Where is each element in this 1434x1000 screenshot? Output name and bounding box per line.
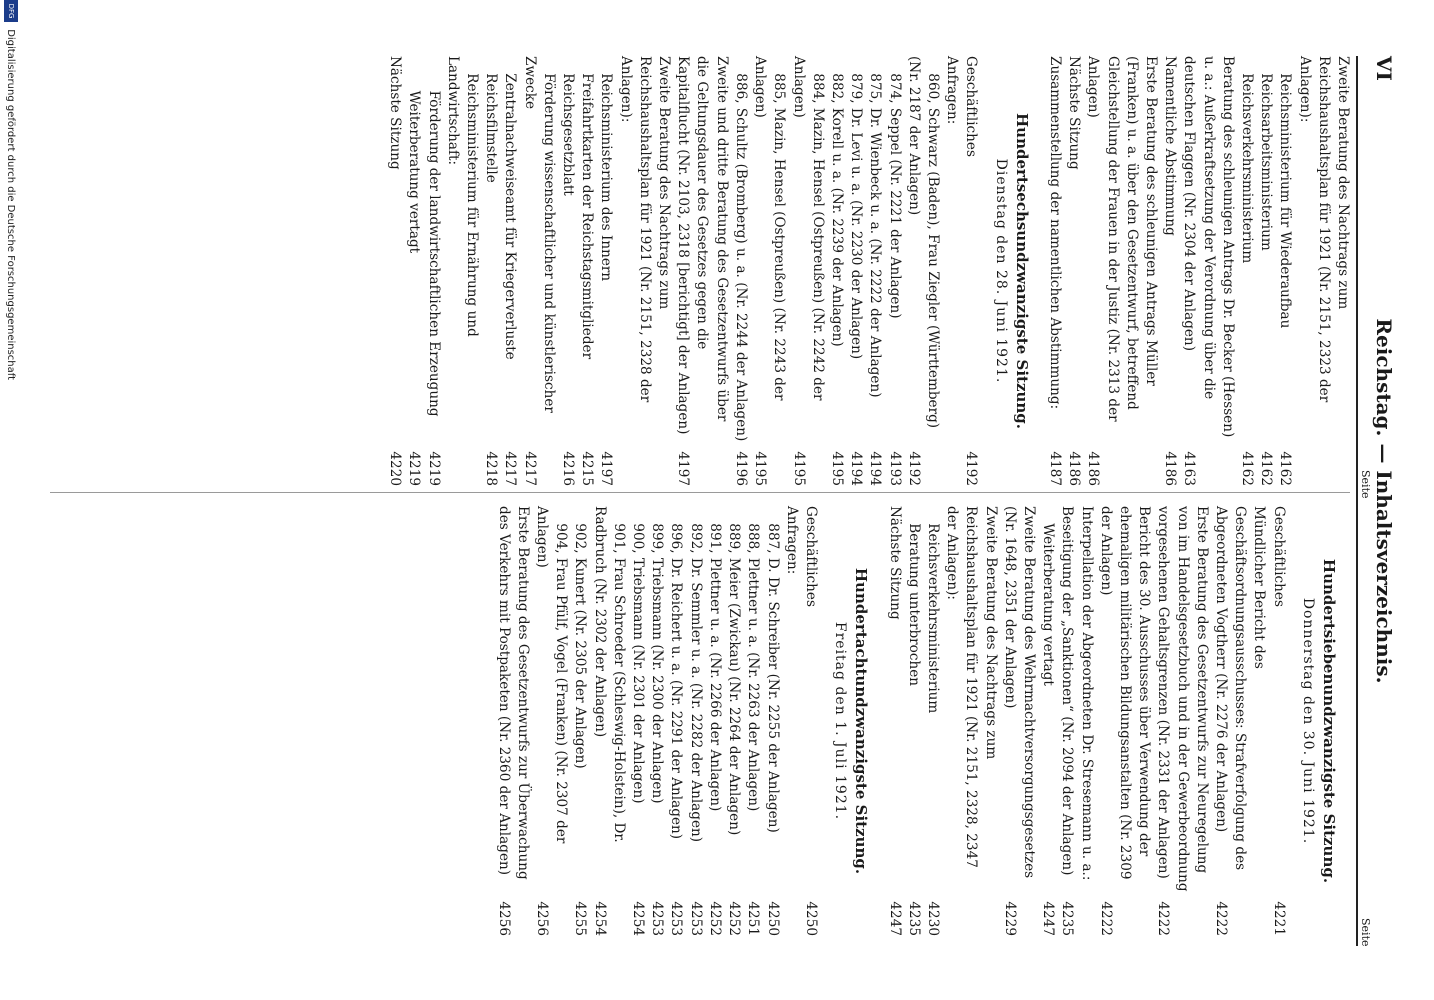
toc-page-number: 4218 xyxy=(483,451,500,486)
toc-entry xyxy=(577,56,596,486)
toc-entry-text: Zweite Beratung des Nachtrags zum Reichshaushaltsplan für 1921 (Nr. 2151, 2328, 2347 der Anlagen): xyxy=(944,506,999,873)
toc-entry-text: Förderung der landwirtschaftlichen Erzeugung xyxy=(425,56,442,417)
toc-entry xyxy=(1057,506,1095,936)
toc-entry xyxy=(673,56,731,486)
toc-page-number: 4229 xyxy=(1001,901,1018,936)
toc-page-number: 4192 xyxy=(905,451,922,486)
toc-page-number: 4217 xyxy=(502,451,519,486)
toc-entry-text: Geschäftliches xyxy=(963,56,980,157)
toc-page-number: 4222 xyxy=(1212,901,1229,936)
toc-entry xyxy=(423,56,442,486)
toc-entry-text: 889, Meier (Zwickau) (Nr. 2264 der Anlagen) xyxy=(726,506,743,836)
toc-entry-text: Reichsarbeitsministerium xyxy=(1258,56,1275,251)
toc-entry-text: 886, Schultz (Bromberg) u. a. (Nr. 2244 der Anlagen) xyxy=(732,56,749,442)
toc-entry xyxy=(1275,56,1294,486)
toc-entry-text: Geschäftliches xyxy=(802,506,819,607)
session-heading: Hundertsechsundzwanzigste Sitzung. xyxy=(1012,112,1031,430)
toc-entry-text: Geschäftliches xyxy=(1270,506,1287,607)
toc-entry-text: Reichsfilmstelle xyxy=(483,56,500,183)
toc-page-number: 4247 xyxy=(886,901,903,936)
toc-entry xyxy=(750,56,788,486)
toc-page-number: 4235 xyxy=(1059,901,1076,936)
toc-entry xyxy=(801,506,820,936)
toc-page-number: 4254 xyxy=(591,901,608,936)
toc-entry xyxy=(532,506,570,936)
toc-entry xyxy=(923,506,942,936)
toc-page-number: 4215 xyxy=(579,451,596,486)
toc-entry-text: Nächste Sitzung xyxy=(886,506,903,620)
toc-page-number: 4247 xyxy=(1040,901,1057,936)
toc-page-number: 4251 xyxy=(745,901,762,936)
toc-entry-text: Weiterberatung vertagt xyxy=(406,56,423,254)
toc-page-number: 4256 xyxy=(495,901,512,936)
toc-entry xyxy=(1045,56,1064,486)
toc-entry-text: Beratung des schleunigen Antrags Dr. Becker (Hessen) u. a.: Außerkraftsetzung der Verordnung über die deutschen Flaggen (Nr. 2304 der Anlagen) xyxy=(1181,56,1236,442)
toc-entry xyxy=(884,56,903,486)
toc-entry-text: Namentliche Abstimmung xyxy=(1162,56,1179,236)
digitization-footer xyxy=(4,0,18,1000)
toc-entry-text: Anfragen: xyxy=(783,506,800,575)
toc-entry xyxy=(1064,56,1083,486)
toc-entry xyxy=(762,506,781,936)
toc-entry-text: Weiterberatung vertagt xyxy=(1040,506,1057,686)
toc-entry-text: Reichsverkehrsministerium xyxy=(1238,56,1255,264)
toc-entry-text: Beratung unterbrochen xyxy=(905,506,922,686)
toc-entry-text: 900, Triebsmann (Nr. 2301 der Anlagen) xyxy=(630,506,647,804)
toc-entry xyxy=(1083,56,1160,486)
toc-entry xyxy=(1096,506,1154,936)
toc-entry-text: Reichsgesetzblatt xyxy=(560,56,577,196)
toc-entry-text: 904, Frau Pfülf, Vogel (Franken) (Nr. 2307 der Anlagen) xyxy=(534,506,570,848)
toc-entry xyxy=(500,56,519,486)
toc-entry-text: 888, Plettner u. a. (Nr. 2263 der Anlagen) xyxy=(745,506,762,812)
session-date: Freitag den 1. Juli 1921. xyxy=(832,621,849,821)
toc-entry xyxy=(1160,56,1179,486)
toc-entry-text: Nächste Sitzung xyxy=(1066,56,1083,170)
toc-entry xyxy=(1294,56,1352,486)
toc-entry-text: Mündlicher Bericht des Geschäftsordnungsausschusses: Strafverfolgung des Abgeordneten Vogtherr (Nr. 2276 der Anlagen) xyxy=(1212,506,1268,875)
toc-entry xyxy=(647,506,666,936)
toc-page-number: 4253 xyxy=(668,901,685,936)
dfg-logo: DFG xyxy=(4,0,18,22)
toc-entry xyxy=(904,506,923,936)
toc-page-number: 4253 xyxy=(687,901,704,936)
toc-entry xyxy=(558,56,577,486)
right-column xyxy=(493,506,1352,936)
toc-entry-text: 891, Plettner u. a. (Nr. 2266 der Anlagen) xyxy=(706,506,723,812)
toc-entry-text: 879, Dr. Levi u. a. (Nr. 2230 der Anlagen) xyxy=(848,56,865,360)
toc-entry-text: Zweite Beratung des Nachtrags zum Reichshaushaltsplan für 1921 (Nr. 2151, 2323 der Anlagen): xyxy=(1296,56,1351,407)
toc-page-number: 4216 xyxy=(560,451,577,486)
toc-page-number: 4219 xyxy=(406,451,423,486)
toc-entry-text: 892, Dr. Semmler u. a. (Nr. 2282 der Anlagen) xyxy=(687,506,704,843)
toc-entry-text: Interpellation der Abgeordneten Dr. Stresemann u. a.: Beseitigung der „Sanktionen“ (Nr. 2094 der Anlagen) xyxy=(1059,506,1095,885)
toc-entry xyxy=(1153,506,1211,936)
toc-entry-text: Erste Beratung des Gesetzentwurfs zur Überwachung des Verkehrs mit Postpaketen (Nr. 2360 der Anlagen) xyxy=(495,506,531,885)
session-date: Dienstag den 28. Juni 1921. xyxy=(992,158,1009,384)
toc-entry xyxy=(666,506,685,936)
toc-entry-text: 896, Dr. Reichert u. a. (Nr. 2291 der Anlagen) xyxy=(668,506,685,840)
toc-entry-text: 885, Mazin, Hensel (Ostpreußen) (Nr. 2243 der Anlagen) xyxy=(752,56,788,405)
toc-entry-text: 887, D. Dr. Schreiber (Nr. 2255 der Anlagen) xyxy=(764,506,781,833)
toc-entry xyxy=(493,506,531,936)
toc-entry xyxy=(743,506,762,936)
toc-entry-text: 901, Frau Schroeder (Schleswig-Holstein), Dr. Radbruch (Nr. 2302 der Anlagen) xyxy=(591,506,627,848)
toc-page-number: 4221 xyxy=(1270,901,1287,936)
toc-entry-text: Zentralnachweiseamt für Kriegerverluste xyxy=(502,56,519,360)
toc-entry xyxy=(1000,506,1038,936)
toc-page-number: 4256 xyxy=(534,901,551,936)
toc-entry-text: 874, Seppel (Nr. 2221 der Anlagen) xyxy=(886,56,903,319)
session-date: Donnerstag den 30. Juni 1921. xyxy=(1299,597,1316,845)
toc-entry-text: Zweite und dritte Beratung des Gesetzentwurfs über die Geltungsdauer des Gesetzes gegen die Kapitalflucht (Nr. 2103, 2318 [berichtigt] der Anlagen) xyxy=(675,56,730,435)
page-number: VI xyxy=(1372,56,1396,81)
toc-entry xyxy=(589,506,627,936)
toc-page-number: 4252 xyxy=(726,901,743,936)
toc-entry-text: Zusammenstellung der namentlichen Abstimmung: xyxy=(1046,56,1063,410)
toc-page-number: 4186 xyxy=(1085,451,1102,486)
toc-entry xyxy=(385,56,404,486)
toc-entry xyxy=(846,56,865,486)
toc-page-number: 4252 xyxy=(706,901,723,936)
toc-page-number: 4217 xyxy=(521,451,538,486)
toc-entry xyxy=(904,56,942,486)
toc-entry-text: Anfragen: xyxy=(944,56,961,125)
toc-page-number: 4195 xyxy=(790,451,807,486)
toc-entry-text: 875, Dr. Wienbeck u. a. (Nr. 2222 der Anlagen) xyxy=(867,56,884,398)
toc-entry-text: Reichsverkehrsministerium xyxy=(924,506,941,714)
toc-page-number: 4162 xyxy=(1238,451,1255,486)
toc-entry xyxy=(404,56,423,486)
toc-entry xyxy=(942,506,1000,936)
toc-entry-text: Reichsministerium für Ernährung und Landwirtschaft: xyxy=(444,56,481,342)
toc-page-number: 4253 xyxy=(649,901,666,936)
toc-entry xyxy=(519,56,557,486)
toc-entry xyxy=(1211,506,1269,936)
toc-entry-text: 899, Triebsmann (Nr. 2300 der Anlagen) xyxy=(649,506,666,804)
left-column xyxy=(385,56,1352,486)
toc-page-number: 4222 xyxy=(1097,901,1114,936)
toc-page-number: 4194 xyxy=(848,451,865,486)
toc-entry xyxy=(961,56,980,486)
toc-entry xyxy=(686,506,705,936)
page-header xyxy=(1356,56,1404,946)
toc-entry xyxy=(1237,56,1256,486)
toc-page-number: 4230 xyxy=(924,901,941,936)
toc-entry-text: Erste Beratung des schleunigen Antrags Müller (Franken) u. a. über den Gesetzentwurf, betreffend Gleichstellung der Frauen in der Justiz (Nr. 2313 der Anlagen) xyxy=(1085,56,1159,426)
toc-entry xyxy=(724,506,743,936)
toc-page-number: 4255 xyxy=(572,901,589,936)
toc-entry-text: Reichsministerium des Innern xyxy=(598,56,615,282)
toc-page-number: 4220 xyxy=(387,451,404,486)
toc-entry xyxy=(788,56,826,486)
toc-page-number: 4192 xyxy=(963,451,980,486)
session-heading: Hundertachtundzwanzigste Sitzung. xyxy=(852,567,871,875)
toc-entry xyxy=(865,56,884,486)
toc-page-number: 4197 xyxy=(598,451,615,486)
column-separator xyxy=(50,492,1350,493)
toc-page-number: 4186 xyxy=(1162,451,1179,486)
toc-entry xyxy=(942,56,961,486)
toc-entry-text: Zweite Beratung des Nachtrags zum Reichshaushaltsplan für 1921 (Nr. 2151, 2328 der Anlagen): xyxy=(617,56,673,407)
toc-page-number: 4195 xyxy=(828,451,845,486)
toc-entry xyxy=(1038,506,1057,936)
toc-entry xyxy=(1268,506,1287,936)
toc-entry xyxy=(628,506,647,936)
toc-page-number: 4187 xyxy=(1046,451,1063,486)
toc-page-number: 4163 xyxy=(1181,451,1198,486)
toc-page-number: 4196 xyxy=(732,451,749,486)
seite-label-left: Seite xyxy=(1359,470,1372,499)
toc-entry-text: 882, Korell u. a. (Nr. 2239 der Anlagen) xyxy=(828,56,845,347)
footer-text: Digitalisierung gefördert durch die Deutsche Forschungsgemeinschaft xyxy=(5,29,16,381)
toc-page-number: 4254 xyxy=(630,901,647,936)
toc-entry xyxy=(596,56,615,486)
toc-entry xyxy=(884,506,903,936)
toc-entry xyxy=(731,56,750,486)
toc-entry xyxy=(1179,56,1237,486)
toc-page-number: 4219 xyxy=(425,451,442,486)
toc-entry-text: Erste Beratung des Gesetzentwurfs zur Neuregelung von im Handelsgesetzbuch und in der Gewerbeordnung vorgesehenen Gehaltsgrenzen (Nr. 2331 der Anlagen) xyxy=(1155,506,1210,896)
toc-page-number: 4235 xyxy=(905,901,922,936)
toc-entry-text: Nächste Sitzung xyxy=(387,56,404,170)
toc-page-number: 4222 xyxy=(1155,901,1172,936)
toc-page-number: 4193 xyxy=(886,451,903,486)
toc-entry xyxy=(443,56,481,486)
toc-entry xyxy=(1256,56,1275,486)
toc-entry-text: Freifahrtkarten der Reichstagsmitglieder xyxy=(579,56,596,360)
toc-page-number: 4162 xyxy=(1277,451,1294,486)
toc-entry-text: 860, Schwarz (Baden), Frau Ziegler (Württemberg) (Nr. 2187 der Anlagen) xyxy=(905,56,941,433)
seite-label-right: Seite xyxy=(1359,918,1372,947)
toc-entry xyxy=(481,56,500,486)
running-title: Reichstag. — Inhaltsverzeichnis. xyxy=(1372,318,1396,684)
toc-entry-text: Zweite Beratung des Wehrmachtversorgungsgesetzes (Nr. 1648, 2351 der Anlagen) xyxy=(1001,506,1037,883)
toc-entry-text: Förderung wissenschaftlicher und künstlerischer Zwecke xyxy=(521,56,557,418)
toc-entry xyxy=(570,506,589,936)
toc-entry xyxy=(782,506,801,936)
toc-page-number: 4250 xyxy=(764,901,781,936)
toc-entry xyxy=(827,56,846,486)
toc-page-number: 4195 xyxy=(752,451,769,486)
toc-entry-text: Bericht des 30. Ausschusses über Verwendung der ehemaligen militärischen Bildungsanstalten (Nr. 2309 der Anlagen) xyxy=(1097,506,1153,884)
toc-page-number: 4197 xyxy=(675,451,692,486)
toc-page-number: 4186 xyxy=(1066,451,1083,486)
toc-entry-text: 902, Kunert (Nr. 2305 der Anlagen) xyxy=(572,506,589,769)
toc-page-number: 4162 xyxy=(1258,451,1275,486)
toc-page-number: 4250 xyxy=(802,901,819,936)
toc-entry-text: 884, Mazin, Hensel (Ostpreußen) (Nr. 2242 der Anlagen) xyxy=(790,56,826,405)
toc-page-number: 4194 xyxy=(867,451,884,486)
toc-entry-text: Reichsministerium für Wiederaufbau xyxy=(1277,56,1294,329)
toc-entry xyxy=(705,506,724,936)
session-heading: Hundertsiebenundzwanzigste Sitzung. xyxy=(1320,558,1338,884)
toc-entry xyxy=(615,56,673,486)
